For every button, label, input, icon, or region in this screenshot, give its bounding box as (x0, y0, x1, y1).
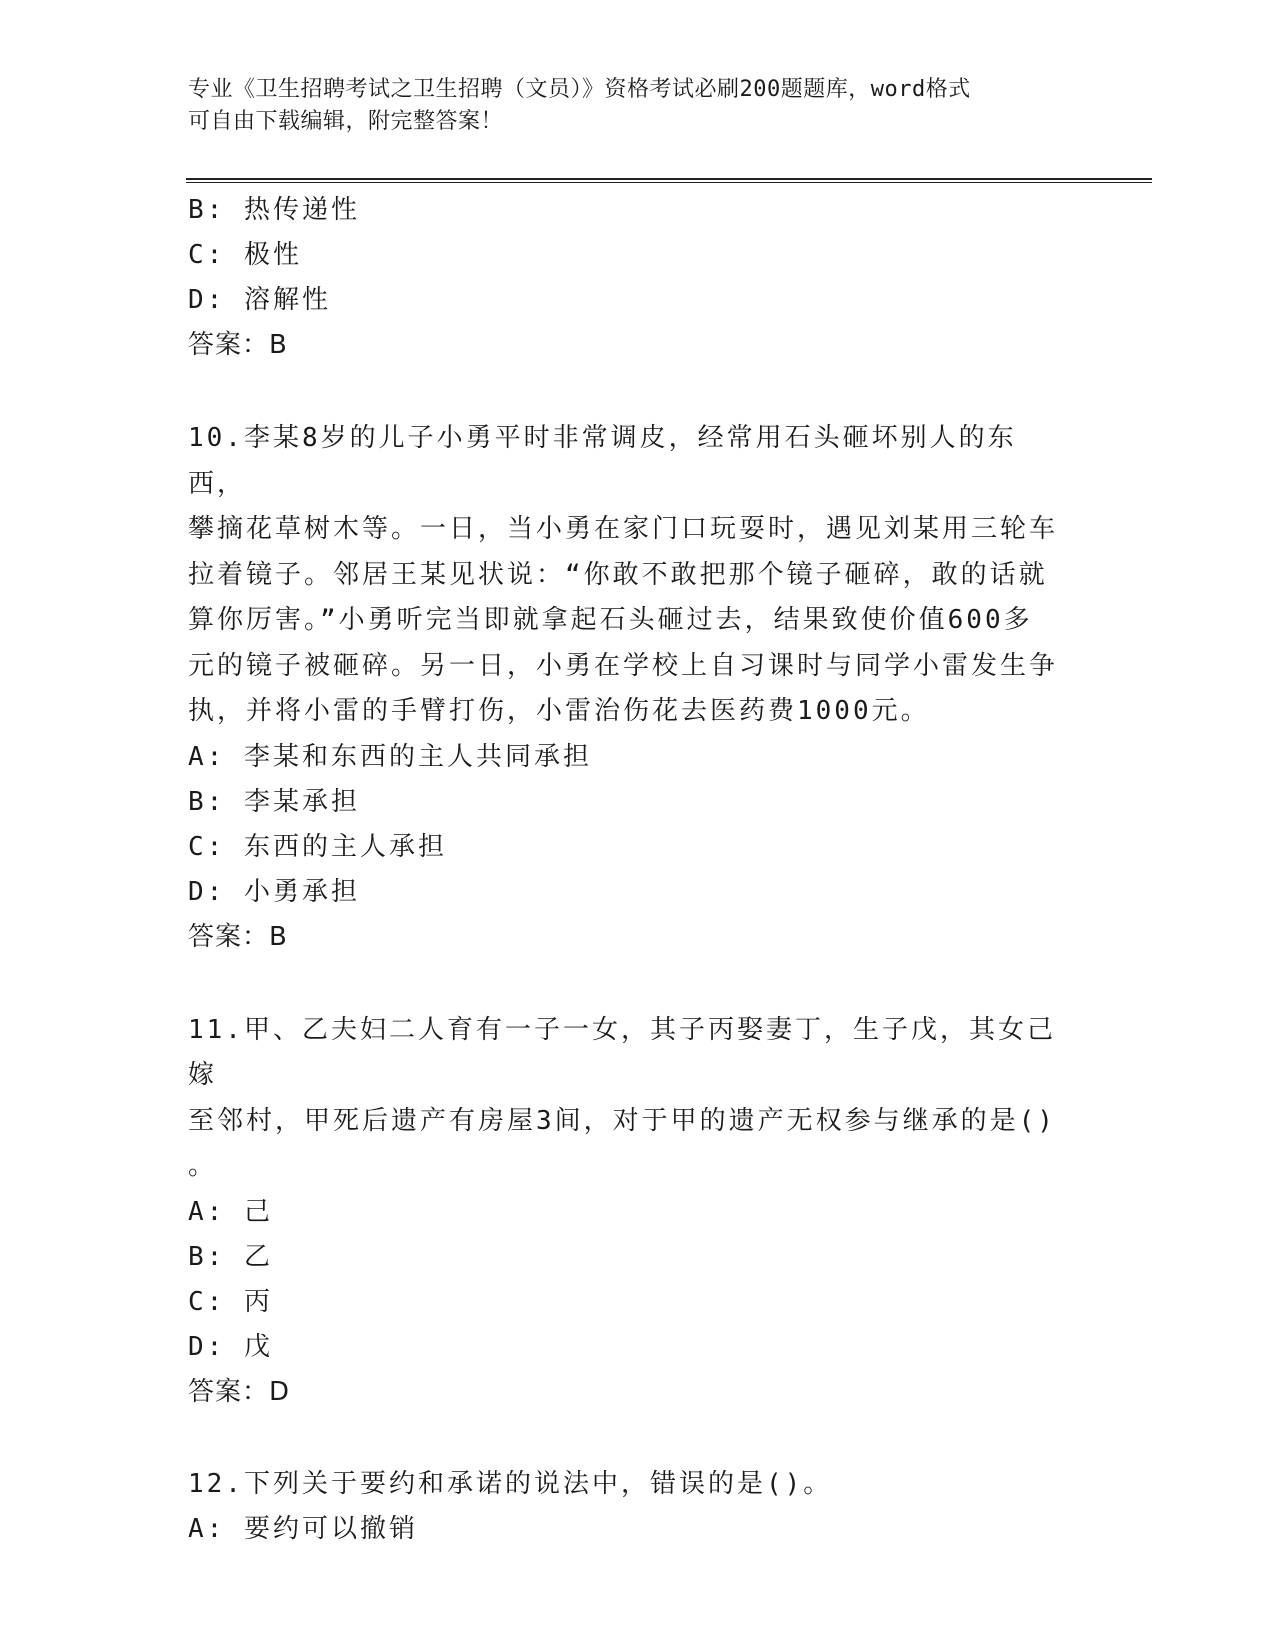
option-d: D: 溶解性 (188, 285, 331, 315)
option-b: B: 热传递性 (188, 195, 360, 225)
option-b: B: 乙 (188, 1241, 273, 1272)
question-text: 10.李某8岁的儿子小勇平时非常调皮，经常用石头砸坏别人的东西， 攀摘花草树木等。一日，当小勇在家门口玩耍时，遇见刘某用三轮车 拉着镜子。邻居王某见状说：“你敢不敢把那个镜子砸碎，敢的话就 算你厉害。”小勇听完当即就拿起石头砸过去，结果致使价值600多 元的镜子被砸碎。另一日，小勇在学校上自习课时与同学小雷发生争 执，并将小雷的手臂打伤，小雷治伤花去医药费1000元。 (188, 423, 1059, 726)
option-d: D: 小勇承担 (188, 876, 360, 907)
question-11 (188, 1008, 1088, 1415)
question-text: 12.下列关于要约和承诺的说法中，错误的是()。 (188, 1468, 833, 1499)
header-divider (186, 178, 1152, 183)
option-c: C: 极性 (188, 240, 302, 270)
question-10 (188, 416, 1088, 960)
option-b: B: 李某承担 (188, 786, 360, 817)
header-line-1: 专业《卫生招聘考试之卫生招聘（文员）》资格考试必刷200题题库，word格式 (188, 77, 971, 102)
answer-line: 答案：B (188, 921, 288, 952)
answer-line: 答案：D (188, 1376, 291, 1407)
option-a: A: 己 (188, 1196, 273, 1227)
document-body (188, 188, 1088, 1552)
question-9-continued (188, 188, 1088, 368)
header-line-2: 可自由下载编辑，附完整答案！ (188, 109, 504, 134)
option-a: A: 李某和东西的主人共同承担 (188, 741, 592, 772)
option-a: A: 要约可以撤销 (188, 1514, 418, 1544)
option-c: C: 东西的主人承担 (188, 831, 447, 862)
page-header (188, 74, 1068, 138)
question-text: 11.甲、乙夫妇二人育有一子一女，其子丙娶妻丁，生子戊，其女己嫁 至邻村，甲死后遗产有房屋3间，对于甲的遗产无权参与继承的是() 。 (188, 1014, 1056, 1181)
option-c: C: 丙 (188, 1286, 273, 1317)
answer-line: 答案：B (188, 330, 288, 360)
question-12 (188, 1462, 1088, 1553)
option-d: D: 戊 (188, 1331, 273, 1362)
